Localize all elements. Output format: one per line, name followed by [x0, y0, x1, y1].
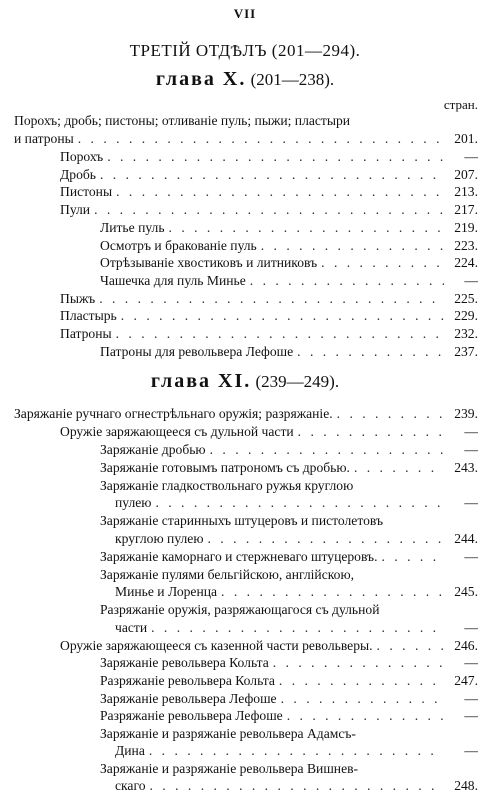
toc-entry-title: Патроны для револьвера Лефоше: [100, 344, 294, 359]
leader-dots: [321, 254, 444, 272]
toc-entry: [60, 423, 478, 441]
leader-dots: [100, 166, 444, 184]
leader-dots: [377, 637, 444, 655]
leader-dots: [210, 441, 444, 459]
toc-entry-page: —: [464, 495, 478, 510]
toc-entry-title: Миньe и Лоренца: [115, 584, 218, 599]
toc-entry-title: Разряжаніе револьвера Кольта: [100, 673, 275, 688]
toc-entry: [115, 583, 478, 601]
toc-entry-title: Заряжаніе каморнаго и стержневаго штуцеровъ.: [100, 549, 378, 564]
toc-entry-page: 244.: [454, 531, 478, 546]
toc-entry: [100, 672, 478, 690]
toc-entry-page: 248.: [454, 778, 478, 793]
toc-entry: [60, 166, 478, 184]
leader-dots: [121, 307, 444, 325]
toc-entry-title: Заряжаніе револьвера Кольта: [100, 655, 269, 670]
leader-dots: [250, 272, 444, 290]
toc-entry: [100, 343, 478, 361]
leader-dots: [149, 742, 444, 760]
toc-entry-title-line1: Разряжаніе оружія, разряжающагося съ дульной: [100, 602, 380, 617]
leader-dots: [279, 672, 444, 690]
leader-dots: [337, 405, 444, 423]
toc-entry-page: 237.: [454, 344, 478, 359]
toc-entry: [100, 654, 478, 672]
toc-entry-page: 245.: [454, 584, 478, 599]
toc-entry-title: Пистоны: [60, 184, 113, 199]
toc-entry-title: и патроны: [14, 131, 74, 146]
toc-entry-title: Оружіе заряжающееся съ дульной части: [60, 424, 294, 439]
leader-dots: [382, 548, 445, 566]
toc-entry-title-line1: Заряжаніе старинныхъ штуцеровъ и пистолетовъ: [100, 513, 383, 528]
toc-entry: [115, 494, 478, 512]
toc-entry-title: Заряжаніе дробью: [100, 442, 206, 457]
toc-entry-title: части: [115, 620, 148, 635]
chapter-11-range: (239—249).: [255, 372, 340, 391]
toc-entry-title: Разряжаніе револьвера Лефоше: [100, 708, 283, 723]
toc-entry-title: пулею: [115, 495, 152, 510]
toc-entry-page: —: [464, 273, 478, 288]
toc-entry-page: 201.: [454, 131, 478, 146]
toc-entry-page: 239.: [454, 406, 478, 421]
toc-entry-title: Патроны: [60, 326, 112, 341]
toc-entry-title: Заряжаніе ручнаго огнестрѣльнаго оружія; разряжаніе.: [14, 406, 333, 421]
leader-dots: [151, 619, 444, 637]
toc-entry-title: Дробь: [60, 167, 96, 182]
chapter-10-heading: [0, 68, 490, 92]
toc-entry: [100, 548, 478, 566]
toc-entry-page: 213.: [454, 184, 478, 199]
toc-entry: [60, 148, 478, 166]
leader-dots: [273, 654, 444, 672]
toc-entry: [100, 707, 478, 725]
toc-entry-page: 232.: [454, 326, 478, 341]
toc-entry-page: —: [464, 149, 478, 164]
toc-entry: [60, 201, 478, 219]
toc-entry: [100, 690, 478, 708]
toc-entry-title: скаго: [115, 778, 146, 793]
toc-entry-page: —: [464, 620, 478, 635]
toc-entry-title: Пули: [60, 202, 91, 217]
toc-entry: [60, 290, 478, 308]
toc-entry-title: Заряжаніе готовымъ патрономъ съ дробью.: [100, 460, 350, 475]
toc-entry-page: —: [464, 424, 478, 439]
toc-entry-page: 229.: [454, 308, 478, 323]
toc-entry: [100, 219, 478, 237]
chapter-10-title: глава X.: [155, 68, 247, 90]
page-number: VII: [233, 6, 257, 21]
toc-entry-title: Пыжъ: [60, 291, 96, 306]
toc-entry-page: 224.: [454, 255, 478, 270]
toc-entry-page: 217.: [454, 202, 478, 217]
toc-entry-page: 246.: [454, 638, 478, 653]
toc-entry: [100, 441, 478, 459]
toc-entry: [115, 619, 478, 637]
section-heading: ТРЕТІЙ ОТДѢЛЪ (201—294).: [129, 41, 361, 60]
leader-dots: [155, 494, 444, 512]
leader-dots: [116, 325, 444, 343]
toc-entry-intro-line1: Порохъ; дробь; пистоны; отливаніе пуль; пыжи; пластыри: [14, 113, 351, 128]
toc-entry-page: 223.: [454, 238, 478, 253]
toc-entry: [14, 405, 478, 423]
toc-entry-page: —: [464, 655, 478, 670]
leader-dots: [354, 459, 444, 477]
page-column-label: стран.: [443, 97, 478, 112]
leader-dots: [221, 583, 444, 601]
toc-entry-title: Порохъ: [60, 149, 104, 164]
toc-entry-page: —: [464, 442, 478, 457]
chapter-11-heading: [0, 370, 490, 394]
toc-entry: [100, 254, 478, 272]
toc-entry: [60, 637, 478, 655]
leader-dots: [169, 219, 444, 237]
toc-entry-page: —: [464, 708, 478, 723]
leader-dots: [107, 148, 444, 166]
toc-entry: [60, 307, 478, 325]
toc-entry-title-line1: Заряжаніе и разряжаніе револьвера Вишнев-: [100, 761, 359, 776]
leader-dots: [281, 690, 444, 708]
chapter-11-title: глава XI.: [150, 370, 252, 392]
leader-dots: [99, 290, 444, 308]
toc-entry-page: 219.: [454, 220, 478, 235]
leader-dots: [297, 343, 444, 361]
leader-dots: [298, 423, 444, 441]
toc-entry-title: Осмотръ и бракованіе пуль: [100, 238, 257, 253]
toc-entry: [14, 130, 478, 148]
toc-entry: [100, 459, 478, 477]
toc-entry-title: Заряжаніе револьвера Лефоше: [100, 691, 277, 706]
toc-entry: [115, 742, 478, 760]
leader-dots: [261, 237, 444, 255]
toc-entry: [60, 325, 478, 343]
toc-entry: [60, 183, 478, 201]
leader-dots: [94, 201, 444, 219]
toc-entry-page: 225.: [454, 291, 478, 306]
toc-entry-title: Литье пуль: [100, 220, 165, 235]
leader-dots: [116, 183, 444, 201]
leader-dots: [287, 707, 444, 725]
toc-entry-title: Оружіе заряжающееся съ казенной части револьверы.: [60, 638, 373, 653]
toc-entry-page: 247.: [454, 673, 478, 688]
toc-entry-page: —: [464, 691, 478, 706]
toc-entry-title: Дина: [115, 743, 145, 758]
toc-entry-title-line1: Заряжаніе и разряжаніе револьвера Адамсъ-: [100, 726, 356, 741]
leader-dots: [150, 777, 445, 795]
toc-entry-title-line1: Заряжаніе гладкоствольнаго ружья круглою: [100, 478, 354, 493]
toc-entry-title: Чашечка для пуль Миньe: [100, 273, 246, 288]
leader-dots: [208, 530, 445, 548]
toc-entry-title: Пластырь: [60, 308, 117, 323]
chapter-10-range: (201—238).: [250, 70, 335, 89]
toc-entry: [115, 777, 478, 795]
toc-entry-page: —: [464, 743, 478, 758]
toc-entry-page: 207.: [454, 167, 478, 182]
leader-dots: [78, 130, 444, 148]
toc-entry-title: круглою пулею: [115, 531, 204, 546]
toc-entry-title-line1: Заряжаніе пулями бельгійскою, англійскою,: [100, 567, 354, 582]
toc-entry: [100, 272, 478, 290]
toc-entry-page: —: [464, 549, 478, 564]
toc-entry-title: Отрѣзываніе хвостиковъ и литниковъ: [100, 255, 318, 270]
toc-entry: [100, 237, 478, 255]
toc-entry-page: 243.: [454, 460, 478, 475]
toc-entry: [115, 530, 478, 548]
